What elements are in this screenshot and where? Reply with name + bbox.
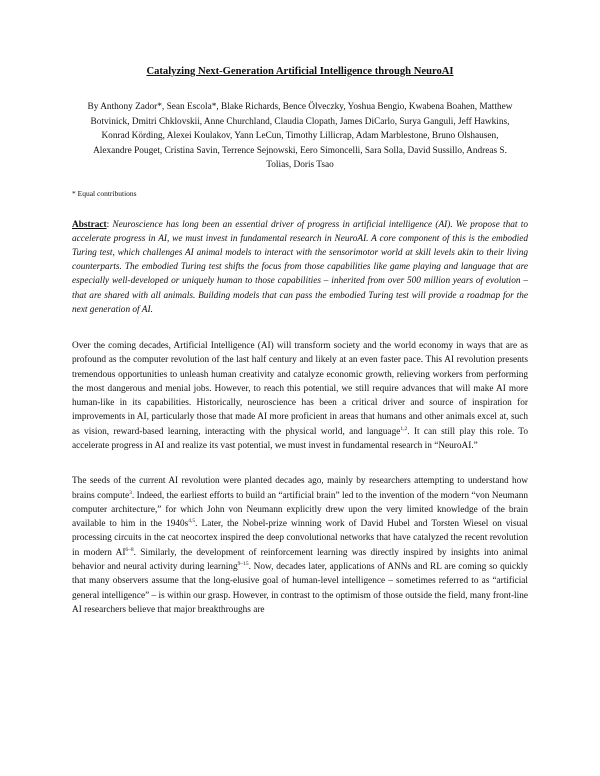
abstract-colon: : <box>106 219 110 230</box>
abstract-label: Abstract <box>72 219 107 230</box>
para2-text-c: . Later, the Nobel-prize winning work of David Hubel and Torsten Wiesel on visual processing circuits in the cat neocortex inspired the deep convolutional networks that have catalyzed the recent revolution in modern AI <box>72 519 528 558</box>
body-paragraph-1 <box>72 339 528 453</box>
citation-ref: 3 <box>129 489 132 496</box>
citation-ref: 6–8 <box>125 546 134 553</box>
para2-text-b: . Indeed, the earliest efforts to build an “artificial brain” led to the invention of the modern “von Neumann computer architecture,” for which John von Neumann explicitly drew upon the very limited knowledge of the brain available to him in the 1940s <box>72 490 528 530</box>
body-paragraph-2 <box>72 474 528 617</box>
author-list: By Anthony Zador*, Sean Escola*, Blake Richards, Bence Ölveczky, Yoshua Bengio, Kwabena Boahen, Matthew Botvinick, Dmitri Chklovskii, Anne Churchland, Claudia Clopath, James DiCarlo, Surya Ganguli, Jeff Hawkins, Konrad Körding, Alexei Koulakov, Yann LeCun, Timothy Lillicrap, Adam Marblestone, Bruno Olshausen, Alexandre Pouget, Cristina Savin, Terrence Sejnowski, Eero Simoncelli, Sara Solla, David Sussillo, Andreas S. Tolias, Doris Tsao <box>87 102 513 170</box>
para1-text-a: Over the coming decades, Artificial Intelligence (AI) will transform society and the world economy in ways that are as profound as the computer revolution of the last half century and likely at an even faster pace. This AI revolution presents tremendous opportunities to unleash human creativity and catalyze economic growth, relieving workers from performing the most dangerous and menial jobs. However, to reach this potential, we still require advances that will make AI more human-like in its capabilities. Historically, neuroscience has been a critical driver and source of inspiration for improvements in AI, particularly those that made AI more proficient in areas that humans and other animals excel at, such as vision, reward-based learning, interacting with the physical world, and language <box>72 340 528 437</box>
paper-title: Catalyzing Next-Generation Artificial Intelligence through NeuroAI <box>146 66 454 77</box>
equal-contribution-note: * Equal contributions <box>72 188 137 198</box>
paper-page <box>72 66 528 617</box>
citation-ref: 1,2 <box>400 425 408 432</box>
para2-text-d: . Similarly, the development of reinforcement learning was directly inspired by insights into animal behavior and neural activity during learning <box>72 547 529 573</box>
abstract <box>72 218 528 317</box>
para2-text-a: The seeds of the current AI revolution were planted decades ago, mainly by researchers attempting to understand how brains compute <box>72 476 528 501</box>
citation-ref: 4,5 <box>188 518 196 525</box>
abstract-text: Neuroscience has long been an essential driver of progress in artificial intelligence (AI). We propose that to accelerate progress in AI, we must invest in fundamental research in NeuroAI. A core component of this is the embodied Turing test, which challenges AI animal models to interact with the sensorimotor world at skill levels akin to their living counterparts. The embodied Turing test shifts the focus from those capabilities like game playing and language that are especially well-developed or uniquely human to those capabilities – inherited from over 500 million years of evolution – that are shared with all animals. Building models that can pass the embodied Turing test will provide a roadmap for the next generation of AI. <box>72 219 528 315</box>
para1-text-b: . It can still play this role. To accelerate progress in AI and realize its vast potential, we must invest in fundamental research in “NeuroAI.” <box>72 426 528 451</box>
para2-text-e: . Now, decades later, applications of ANNs and RL are coming so quickly that many observers assume that the long-elusive goal of human-level intelligence – sometimes referred to as “artificial general intelligence” – is within our grasp. However, in contrast to the optimism of those outside the field, many front-line AI researchers believe that major breakthroughs are <box>72 562 528 615</box>
citation-ref: 9–15 <box>237 561 249 568</box>
